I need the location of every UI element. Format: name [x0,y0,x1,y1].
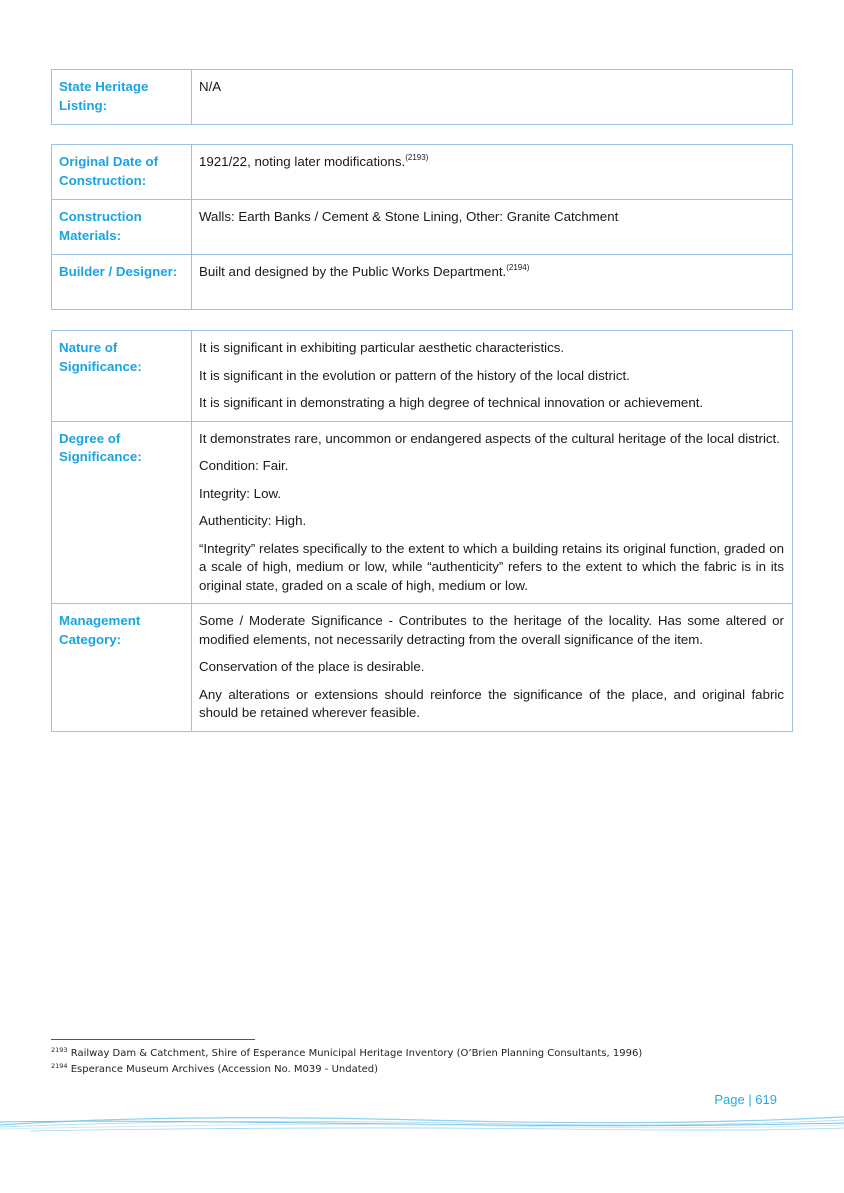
footnote-2194 [51,1062,791,1078]
table-row [52,200,793,255]
table-row [52,255,793,310]
heritage-listing-table [51,69,793,125]
footnote-ref-2193[interactable]: (2193) [405,153,429,162]
table-row [52,145,793,200]
nature-item: It is significant in demonstrating a high degree of technical innovation or achievement. [199,395,704,410]
original-date-value: 1921/22, noting later modifications. [199,154,406,169]
nature-of-significance-cell [192,331,793,422]
footnotes [51,1046,791,1078]
footnote-text: Esperance Museum Archives (Accession No. M039 - Undated) [70,1064,379,1075]
construction-materials-value: Walls: Earth Banks / Cement & Stone Lining, Other: Granite Catchment [192,200,793,255]
degree-of-significance-cell [192,421,793,604]
nature-of-significance-label: Nature of Significance: [52,331,192,422]
significance-table [51,330,793,732]
nature-item: It is significant in exhibiting particular aesthetic characteristics. [199,340,565,355]
degree-of-significance-label: Degree of Significance: [52,421,192,604]
nature-item: It is significant in the evolution or pattern of the history of the local district. [199,367,630,383]
condition-text: Condition: Fair. [199,458,289,473]
authenticity-text: Authenticity: High. [199,513,307,528]
builder-designer-cell [192,255,793,310]
table-row [52,604,793,732]
footnote-divider [51,1039,255,1040]
state-heritage-listing-value: N/A [192,70,793,125]
degree-item: It demonstrates rare, uncommon or endangered aspects of the cultural heritage of the local district. [199,430,780,446]
footnote-number: 2193 [51,1046,68,1054]
management-item: Some / Moderate Significance - Contributes to the heritage of the locality. Has some altered or modified elements, not necessarily detracting from the overall significance of the item. [199,613,784,647]
management-category-cell [192,604,793,732]
builder-designer-value: Built and designed by the Public Works Department. [199,264,507,279]
footnote-2193 [51,1046,791,1062]
footnote-text: Railway Dam & Catchment, Shire of Esperance Municipal Heritage Inventory (O’Brien Planning Consultants, 1996) [70,1048,643,1059]
original-date-cell [192,145,793,200]
original-date-label: Original Date of Construction: [52,145,192,200]
footnote-ref-2194[interactable]: (2194) [506,263,530,272]
state-heritage-listing-label: State Heritage Listing: [52,70,192,125]
management-item: Conservation of the place is desirable. [199,659,425,674]
construction-table [51,144,793,310]
page-number: Page | 619 [714,1092,777,1107]
integrity-text: Integrity: Low. [199,485,282,501]
builder-designer-label: Builder / Designer: [52,255,192,310]
table-row [52,70,793,125]
construction-materials-label: Construction Materials: [52,200,192,255]
table-row [52,331,793,422]
table-row [52,421,793,604]
management-item: Any alterations or extensions should reinforce the significance of the place, and original fabric should be retained wherever feasible. [199,686,784,720]
footnote-number: 2194 [51,1062,68,1070]
decorative-wave-lines [0,1108,844,1138]
management-category-label: Management Category: [52,604,192,732]
integrity-definition-text: “Integrity” relates specifically to the extent to which a building retains its original function, graded on a scale of high, medium or low, while “authenticity” refers to the extent to which the fabric is in its original state, graded on a scale of high, medium or low. [199,540,784,593]
